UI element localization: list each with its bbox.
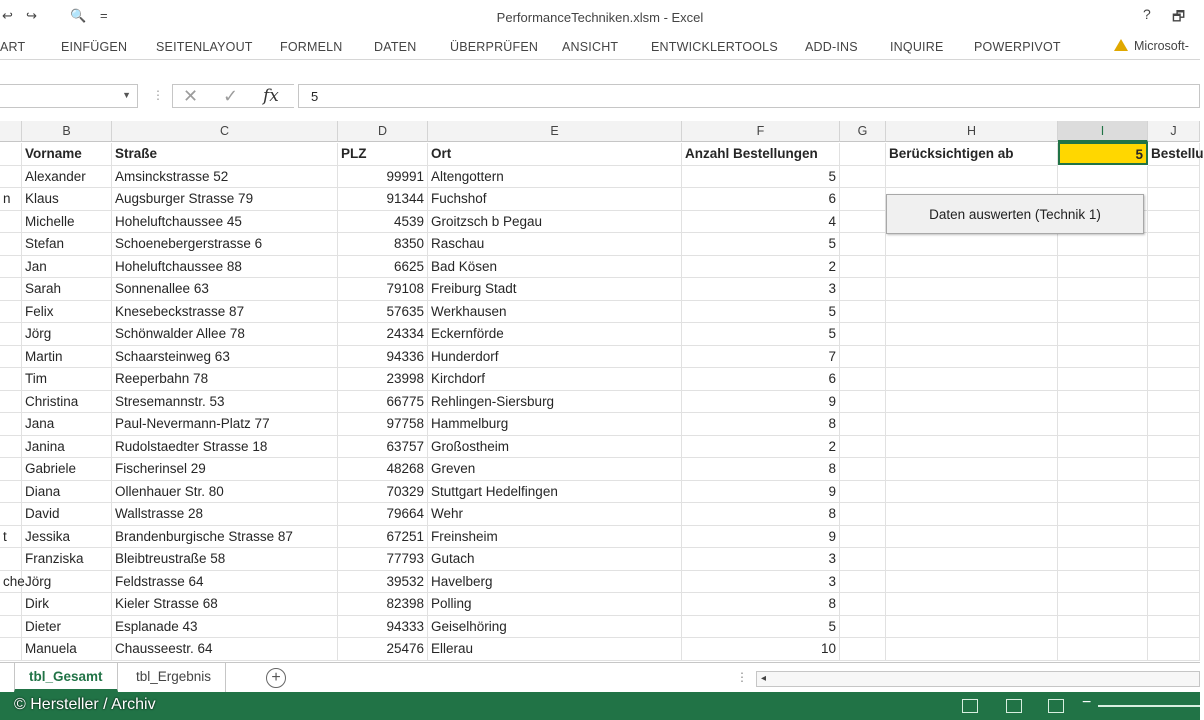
cell-empty[interactable] <box>886 166 1058 189</box>
cell-empty[interactable] <box>840 458 886 481</box>
cell-a[interactable] <box>0 346 22 369</box>
cell-anzahl[interactable]: 7 <box>682 346 840 369</box>
cell-vorname[interactable]: Martin <box>22 346 112 369</box>
cell-vorname[interactable]: David <box>22 503 112 526</box>
cell-ort[interactable]: Bad Kösen <box>428 256 682 279</box>
cell-a[interactable] <box>0 481 22 504</box>
cell-ort[interactable]: Freiburg Stadt <box>428 278 682 301</box>
column-header-e[interactable]: E <box>428 121 682 142</box>
cell-empty[interactable] <box>840 638 886 661</box>
cell-ort[interactable]: Werkhausen <box>428 301 682 324</box>
cell-ort[interactable]: Stuttgart Hedelfingen <box>428 481 682 504</box>
cell-vorname[interactable]: Gabriele <box>22 458 112 481</box>
redo-icon[interactable]: ↪ <box>26 8 37 23</box>
cell-empty[interactable] <box>840 278 886 301</box>
cell-ort[interactable]: Wehr <box>428 503 682 526</box>
cell-strasse[interactable]: Fischerinsel 29 <box>112 458 338 481</box>
cell-anzahl[interactable]: 3 <box>682 278 840 301</box>
cell-empty[interactable] <box>1148 458 1200 481</box>
cell-ort[interactable]: Kirchdorf <box>428 368 682 391</box>
cell-a[interactable] <box>0 616 22 639</box>
cell-empty[interactable] <box>1148 481 1200 504</box>
cell-empty[interactable] <box>1148 166 1200 189</box>
cell-vorname[interactable]: Franziska <box>22 548 112 571</box>
cell-strasse[interactable]: Augsburger Strasse 79 <box>112 188 338 211</box>
cell-ort[interactable]: Hunderdorf <box>428 346 682 369</box>
cancel-icon[interactable]: ✕ <box>183 86 199 106</box>
cell-anzahl[interactable]: 8 <box>682 503 840 526</box>
title-bar <box>0 0 1200 34</box>
tab-start[interactable]: ART <box>0 40 26 54</box>
cell-plz[interactable]: 99991 <box>338 166 428 189</box>
cell-ort[interactable]: Groitzsch b Pegau <box>428 211 682 234</box>
cell-strasse[interactable]: Wallstrasse 28 <box>112 503 338 526</box>
cell-empty[interactable] <box>1058 436 1148 459</box>
cell-plz[interactable]: 66775 <box>338 391 428 414</box>
cell-empty[interactable] <box>1058 526 1148 549</box>
cell-empty[interactable] <box>1148 211 1200 234</box>
cell-empty[interactable] <box>840 481 886 504</box>
cell-strasse[interactable]: Amsinckstrasse 52 <box>112 166 338 189</box>
cell-a[interactable] <box>0 256 22 279</box>
cell-empty[interactable] <box>1148 233 1200 256</box>
column-header-d[interactable]: D <box>338 121 428 142</box>
cell-empty[interactable] <box>840 233 886 256</box>
cell-strasse[interactable]: Hoheluftchaussee 45 <box>112 211 338 234</box>
cell-anzahl[interactable]: 3 <box>682 571 840 594</box>
cell-anzahl[interactable]: 2 <box>682 256 840 279</box>
cell-empty[interactable] <box>1058 166 1148 189</box>
cell-empty[interactable] <box>840 346 886 369</box>
insert-function-icon[interactable]: fx <box>263 86 279 106</box>
cell-strasse[interactable]: Brandenburgische Strasse 87 <box>112 526 338 549</box>
more-sheets-icon[interactable]: ⋮ <box>736 670 748 684</box>
cell-empty[interactable] <box>840 503 886 526</box>
cell-vorname[interactable]: Jan <box>22 256 112 279</box>
cell-empty[interactable] <box>1148 638 1200 661</box>
cell-empty[interactable] <box>1058 323 1148 346</box>
cell-empty[interactable] <box>886 616 1058 639</box>
cell-empty[interactable] <box>1148 571 1200 594</box>
cell-plz[interactable]: 79664 <box>338 503 428 526</box>
name-box[interactable] <box>0 84 138 108</box>
status-bar <box>0 692 1200 720</box>
cell-vorname[interactable]: Tim <box>22 368 112 391</box>
cell-strasse[interactable]: Bleibtreustraße 58 <box>112 548 338 571</box>
cell-a[interactable] <box>0 368 22 391</box>
column-header-f[interactable]: F <box>682 121 840 142</box>
cell-anzahl[interactable]: 5 <box>682 301 840 324</box>
cell-empty[interactable] <box>840 616 886 639</box>
cell-ort[interactable]: Altengottern <box>428 166 682 189</box>
cell-empty[interactable] <box>1058 503 1148 526</box>
cell-empty[interactable] <box>1148 503 1200 526</box>
header-anzahl-bestellungen[interactable]: Anzahl Bestellungen <box>682 143 840 166</box>
cell-plz[interactable]: 70329 <box>338 481 428 504</box>
cell-anzahl[interactable]: 5 <box>682 233 840 256</box>
cell-ort[interactable]: Raschau <box>428 233 682 256</box>
cell-plz[interactable]: 77793 <box>338 548 428 571</box>
cell-empty[interactable] <box>840 548 886 571</box>
page-layout-view-icon[interactable] <box>1006 699 1022 713</box>
cell-empty[interactable] <box>840 323 886 346</box>
tab-tbl-gesamt[interactable]: tbl_Gesamt <box>14 663 118 692</box>
column-header-h[interactable]: H <box>886 121 1058 142</box>
cell-a[interactable] <box>0 548 22 571</box>
sheet-tab-bar <box>0 662 1200 692</box>
header-strasse[interactable]: Straße <box>112 143 338 166</box>
cell-plz[interactable]: 8350 <box>338 233 428 256</box>
tab-seitenlayout[interactable]: SEITENLAYOUT <box>156 40 253 54</box>
cell-empty[interactable] <box>886 481 1058 504</box>
cell-plz[interactable]: 63757 <box>338 436 428 459</box>
column-header-g[interactable]: G <box>840 121 886 142</box>
restore-ribbon-icon[interactable]: 🗗 <box>1172 8 1186 24</box>
cell-strasse[interactable]: Hoheluftchaussee 88 <box>112 256 338 279</box>
tab-ansicht[interactable]: ANSICHT <box>562 40 619 54</box>
cell-strasse[interactable]: Sonnenallee 63 <box>112 278 338 301</box>
cell-plz[interactable]: 39532 <box>338 571 428 594</box>
cell-empty[interactable] <box>1058 278 1148 301</box>
cell-strasse[interactable]: Schoenebergerstrasse 6 <box>112 233 338 256</box>
cell-vorname[interactable]: Jessika <box>22 526 112 549</box>
cell-empty[interactable] <box>1058 368 1148 391</box>
cell-empty[interactable] <box>886 391 1058 414</box>
cell-empty[interactable] <box>840 571 886 594</box>
cell-plz[interactable]: 67251 <box>338 526 428 549</box>
cell-plz[interactable]: 6625 <box>338 256 428 279</box>
worksheet-grid[interactable] <box>0 121 1204 662</box>
cell-empty[interactable] <box>1058 233 1148 256</box>
cell-ort[interactable]: Rehlingen-Siersburg <box>428 391 682 414</box>
cell-plz[interactable]: 23998 <box>338 368 428 391</box>
add-sheet-icon[interactable]: + <box>266 668 286 688</box>
cell-strasse[interactable]: Stresemannstr. 53 <box>112 391 338 414</box>
cell-empty[interactable] <box>1058 593 1148 616</box>
cell-empty[interactable] <box>1058 413 1148 436</box>
cell-anzahl[interactable]: 10 <box>682 638 840 661</box>
cell-empty[interactable] <box>1148 548 1200 571</box>
cell-g1[interactable] <box>840 143 886 166</box>
cell-empty[interactable] <box>886 593 1058 616</box>
cell-plz[interactable]: 94336 <box>338 346 428 369</box>
formula-bar <box>0 60 1200 118</box>
cell-vorname[interactable]: Jörg <box>22 323 112 346</box>
cell-empty[interactable] <box>840 436 886 459</box>
cell-anzahl[interactable]: 9 <box>682 481 840 504</box>
cell-empty[interactable] <box>886 368 1058 391</box>
cell-a[interactable] <box>0 301 22 324</box>
cell-empty[interactable] <box>840 391 886 414</box>
tab-einfuegen[interactable]: EINFÜGEN <box>61 40 128 54</box>
scroll-left-icon[interactable]: ◂ <box>761 673 767 684</box>
cell-empty[interactable] <box>840 368 886 391</box>
help-button[interactable]: ? <box>1143 6 1151 22</box>
zoom-slider[interactable] <box>1098 705 1200 707</box>
cell-empty[interactable] <box>1148 301 1200 324</box>
label-beruecksichtigen-ab[interactable]: Berücksichtigen ab <box>886 143 1058 166</box>
cell-plz[interactable]: 79108 <box>338 278 428 301</box>
cell-empty[interactable] <box>886 548 1058 571</box>
tab-inquire[interactable]: INQUIRE <box>890 40 944 54</box>
run-analysis-button[interactable]: Daten auswerten (Technik 1) <box>886 194 1144 234</box>
cell-empty[interactable] <box>1058 346 1148 369</box>
cell-empty[interactable] <box>1058 301 1148 324</box>
cell-empty[interactable] <box>1148 278 1200 301</box>
tab-powerpivot[interactable]: POWERPIVOT <box>974 40 1061 54</box>
column-header-j[interactable]: J <box>1148 121 1200 142</box>
account-area[interactable] <box>1114 39 1189 53</box>
cell-vorname[interactable]: Manuela <box>22 638 112 661</box>
cell-vorname[interactable]: Sarah <box>22 278 112 301</box>
page-break-view-icon[interactable] <box>1048 699 1064 713</box>
cell-a[interactable] <box>0 166 22 189</box>
cell-empty[interactable] <box>1148 188 1200 211</box>
cell-ort[interactable]: Großostheim <box>428 436 682 459</box>
cell-vorname[interactable]: Felix <box>22 301 112 324</box>
cell-empty[interactable] <box>886 436 1058 459</box>
cell-a[interactable] <box>0 593 22 616</box>
cell-empty[interactable] <box>886 233 1058 256</box>
account-label: Microsoft- <box>1134 39 1189 53</box>
cell-strasse[interactable]: Esplanade 43 <box>112 616 338 639</box>
formula-buttons <box>172 84 294 108</box>
column-header-i[interactable]: I <box>1058 121 1148 142</box>
column-header-b[interactable]: B <box>22 121 112 142</box>
zoom-out-icon[interactable]: − <box>1082 694 1092 711</box>
cell-a[interactable]: n <box>0 188 22 211</box>
cell-vorname[interactable]: Christina <box>22 391 112 414</box>
cell-anzahl[interactable]: 9 <box>682 526 840 549</box>
cell-a[interactable] <box>0 323 22 346</box>
cell-anzahl[interactable]: 8 <box>682 413 840 436</box>
formula-bar-grip-icon: ⋮ <box>152 88 164 102</box>
header-ort[interactable]: Ort <box>428 143 682 166</box>
cell-anzahl[interactable]: 9 <box>682 391 840 414</box>
cell-ort[interactable]: Greven <box>428 458 682 481</box>
cell-empty[interactable] <box>1058 256 1148 279</box>
cell-anzahl[interactable]: 3 <box>682 548 840 571</box>
cell-ort[interactable]: Eckernförde <box>428 323 682 346</box>
cell-plz[interactable]: 94333 <box>338 616 428 639</box>
cell-empty[interactable] <box>1148 436 1200 459</box>
cell-empty[interactable] <box>840 166 886 189</box>
cell-ort[interactable]: Hammelburg <box>428 413 682 436</box>
cell-empty[interactable] <box>886 278 1058 301</box>
cell-vorname[interactable]: Janina <box>22 436 112 459</box>
cell-strasse[interactable]: Knesebeckstrasse 87 <box>112 301 338 324</box>
cell-strasse[interactable]: Ollenhauer Str. 80 <box>112 481 338 504</box>
tab-ueberpruefen[interactable]: ÜBERPRÜFEN <box>450 40 539 54</box>
cell-a[interactable] <box>0 503 22 526</box>
cell-empty[interactable] <box>1148 526 1200 549</box>
cell-empty[interactable] <box>1148 256 1200 279</box>
cell-empty[interactable] <box>886 256 1058 279</box>
cell-empty[interactable] <box>886 323 1058 346</box>
print-preview-icon[interactable]: 🔍 <box>70 8 87 23</box>
cell-empty[interactable] <box>1058 481 1148 504</box>
cell-empty[interactable] <box>886 638 1058 661</box>
cell-strasse[interactable]: Chausseestr. 64 <box>112 638 338 661</box>
cell-vorname[interactable]: Diana <box>22 481 112 504</box>
cell-vorname[interactable]: Stefan <box>22 233 112 256</box>
cell-empty[interactable] <box>840 211 886 234</box>
cell-strasse[interactable]: Feldstrasse 64 <box>112 571 338 594</box>
cell-anzahl[interactable]: 5 <box>682 323 840 346</box>
cell-empty[interactable] <box>1058 616 1148 639</box>
cell-strasse[interactable]: Schaarsteinweg 63 <box>112 346 338 369</box>
cell-a[interactable] <box>0 211 22 234</box>
cell-a[interactable]: che <box>0 571 22 594</box>
cell-a[interactable] <box>0 233 22 256</box>
chevron-down-icon[interactable]: ▼ <box>122 90 131 100</box>
cell-vorname[interactable]: Dirk <box>22 593 112 616</box>
cell-plz[interactable]: 97758 <box>338 413 428 436</box>
header-vorname[interactable]: Vorname <box>22 143 112 166</box>
cell-a[interactable] <box>0 391 22 414</box>
cell-empty[interactable] <box>840 413 886 436</box>
cell-empty[interactable] <box>840 526 886 549</box>
column-header-a[interactable] <box>0 121 22 142</box>
cell-vorname[interactable]: Alexander <box>22 166 112 189</box>
ribbon-tabs <box>0 34 1200 60</box>
cell-ort[interactable]: Polling <box>428 593 682 616</box>
cell-empty[interactable] <box>886 301 1058 324</box>
cell-empty[interactable] <box>840 256 886 279</box>
window-title: PerformanceTechniken.xlsm - Excel <box>496 10 704 25</box>
cell-plz[interactable]: 4539 <box>338 211 428 234</box>
cell-empty[interactable] <box>1058 548 1148 571</box>
threshold-cell[interactable]: 5 <box>1058 142 1148 165</box>
image-credit: © Hersteller / Archiv <box>14 696 156 713</box>
cell-strasse[interactable]: Schönwalder Allee 78 <box>112 323 338 346</box>
tab-add-ins[interactable]: ADD-INS <box>805 40 858 54</box>
cell-empty[interactable] <box>840 593 886 616</box>
cell-plz[interactable]: 57635 <box>338 301 428 324</box>
cell-plz[interactable]: 25476 <box>338 638 428 661</box>
cell-empty[interactable] <box>1058 571 1148 594</box>
cell-plz[interactable]: 48268 <box>338 458 428 481</box>
cell-empty[interactable] <box>1058 638 1148 661</box>
cell-anzahl[interactable]: 4 <box>682 211 840 234</box>
cell-a[interactable] <box>0 436 22 459</box>
cell-ort[interactable]: Havelberg <box>428 571 682 594</box>
cell-anzahl[interactable]: 2 <box>682 436 840 459</box>
cell-vorname[interactable]: Dieter <box>22 616 112 639</box>
cell-a1[interactable] <box>0 143 22 166</box>
cell-empty[interactable] <box>1148 346 1200 369</box>
cell-anzahl[interactable]: 8 <box>682 458 840 481</box>
cell-anzahl[interactable]: 5 <box>682 616 840 639</box>
cell-empty[interactable] <box>1148 413 1200 436</box>
cell-empty[interactable] <box>886 413 1058 436</box>
column-header-c[interactable]: C <box>112 121 338 142</box>
cell-empty[interactable] <box>1058 458 1148 481</box>
cell-empty[interactable] <box>1148 368 1200 391</box>
cell-ort[interactable]: Gutach <box>428 548 682 571</box>
horizontal-scrollbar[interactable] <box>756 671 1200 687</box>
cell-plz[interactable]: 91344 <box>338 188 428 211</box>
cell-vorname[interactable]: Jörg <box>22 571 112 594</box>
cell-vorname[interactable]: Klaus <box>22 188 112 211</box>
cell-empty[interactable] <box>840 301 886 324</box>
cell-empty[interactable] <box>886 503 1058 526</box>
cell-vorname[interactable]: Jana <box>22 413 112 436</box>
cell-empty[interactable] <box>1148 616 1200 639</box>
cell-empty[interactable] <box>886 346 1058 369</box>
cell-anzahl[interactable]: 6 <box>682 368 840 391</box>
cell-strasse[interactable]: Rudolstaedter Strasse 18 <box>112 436 338 459</box>
cell-empty[interactable] <box>886 526 1058 549</box>
normal-view-icon[interactable] <box>962 699 978 713</box>
tab-formeln[interactable]: FORMELN <box>280 40 343 54</box>
cell-a[interactable] <box>0 458 22 481</box>
cell-empty[interactable] <box>1148 391 1200 414</box>
cell-plz[interactable]: 24334 <box>338 323 428 346</box>
cell-ort[interactable]: Fuchshof <box>428 188 682 211</box>
cell-empty[interactable] <box>840 188 886 211</box>
undo-icon[interactable]: ↩ <box>2 8 13 23</box>
cell-vorname[interactable]: Michelle <box>22 211 112 234</box>
cell-a[interactable] <box>0 638 22 661</box>
cell-anzahl[interactable]: 8 <box>682 593 840 616</box>
cell-strasse[interactable]: Paul-Nevermann-Platz 77 <box>112 413 338 436</box>
cell-ort[interactable]: Ellerau <box>428 638 682 661</box>
cell-empty[interactable] <box>886 571 1058 594</box>
enter-icon[interactable]: ✓ <box>223 86 239 106</box>
cell-a[interactable] <box>0 278 22 301</box>
cell-anzahl[interactable]: 5 <box>682 166 840 189</box>
tab-daten[interactable]: DATEN <box>374 40 417 54</box>
customize-toolbar-icon[interactable]: = <box>100 8 108 23</box>
tab-entwicklertools[interactable]: ENTWICKLERTOOLS <box>651 40 778 54</box>
cell-strasse[interactable]: Reeperbahn 78 <box>112 368 338 391</box>
cell-strasse[interactable]: Kieler Strasse 68 <box>112 593 338 616</box>
cell-empty[interactable] <box>1148 593 1200 616</box>
formula-input[interactable]: 5 <box>298 84 1200 108</box>
cell-plz[interactable]: 82398 <box>338 593 428 616</box>
cell-ort[interactable]: Geiselhöring <box>428 616 682 639</box>
cell-empty[interactable] <box>1058 391 1148 414</box>
tab-tbl-ergebnis[interactable]: tbl_Ergebnis <box>122 663 226 692</box>
cell-a[interactable]: t <box>0 526 22 549</box>
header-plz[interactable]: PLZ <box>338 143 428 166</box>
cell-j1[interactable]: Bestellu <box>1148 143 1200 166</box>
cell-ort[interactable]: Freinsheim <box>428 526 682 549</box>
warning-icon <box>1114 39 1128 51</box>
cell-empty[interactable] <box>1148 323 1200 346</box>
cell-anzahl[interactable]: 6 <box>682 188 840 211</box>
cell-empty[interactable] <box>886 458 1058 481</box>
cell-a[interactable] <box>0 413 22 436</box>
